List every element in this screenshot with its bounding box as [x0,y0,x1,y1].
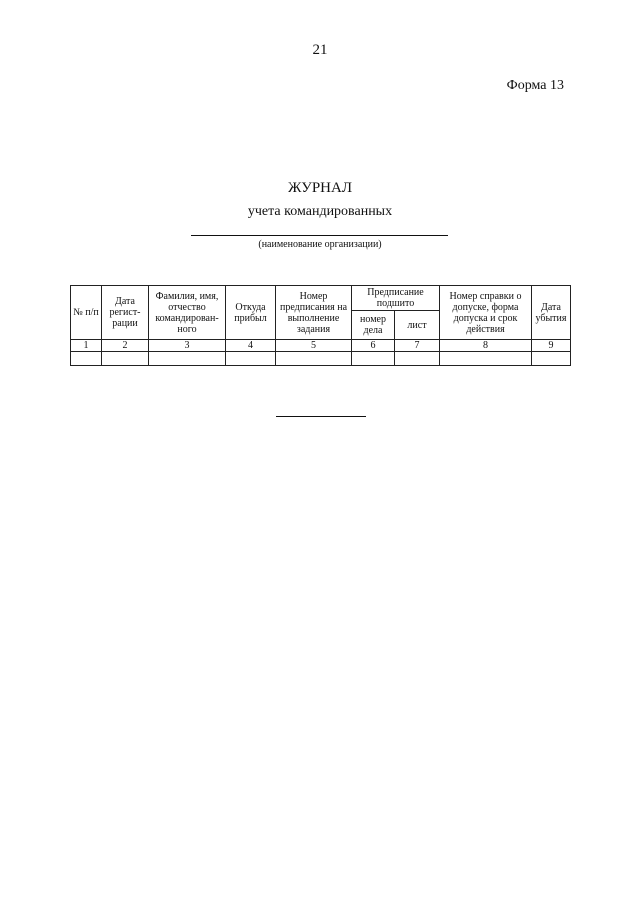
column-number: 9 [532,340,571,352]
document-title: ЖУРНАЛ [287,180,353,196]
table-cell [149,352,226,366]
header-sheet: лист [395,311,440,340]
table-cell [102,352,149,366]
journal-table [70,285,571,366]
bottom-divider-line [276,416,366,417]
document-subtitle: учета командированных [247,204,393,219]
organization-name-line [191,235,448,236]
empty-entry-row [71,352,571,366]
table-cell [440,352,532,366]
column-number: 6 [352,340,395,352]
header-reg-date: Дата регист-рации [102,286,149,340]
header-clearance: Номер справки о допуске, форма допуска и срок действия [440,286,532,340]
table-cell [532,352,571,366]
table-cell [352,352,395,366]
header-order-num: Номер предписания на выполнение задания [276,286,352,340]
table-cell [71,352,102,366]
header-from: Откуда прибыл [226,286,276,340]
column-number: 8 [440,340,532,352]
column-number-row [71,340,571,352]
table-cell [395,352,440,366]
table-cell [276,352,352,366]
organization-caption: (наименование организации) [258,239,382,250]
column-number: 4 [226,340,276,352]
header-case-num: номер дела [352,311,395,340]
column-number: 5 [276,340,352,352]
header-num: № п/п [71,286,102,340]
column-number: 7 [395,340,440,352]
header-departure: Дата убытия [532,286,571,340]
header-order-group: Предписание подшито [352,286,440,311]
page-number: 21 [312,42,328,58]
form-label: Форма 13 [506,78,564,93]
table-cell [226,352,276,366]
column-number: 3 [149,340,226,352]
header-name: Фамилия, имя, отчество командирован-ного [149,286,226,340]
column-number: 1 [71,340,102,352]
column-number: 2 [102,340,149,352]
